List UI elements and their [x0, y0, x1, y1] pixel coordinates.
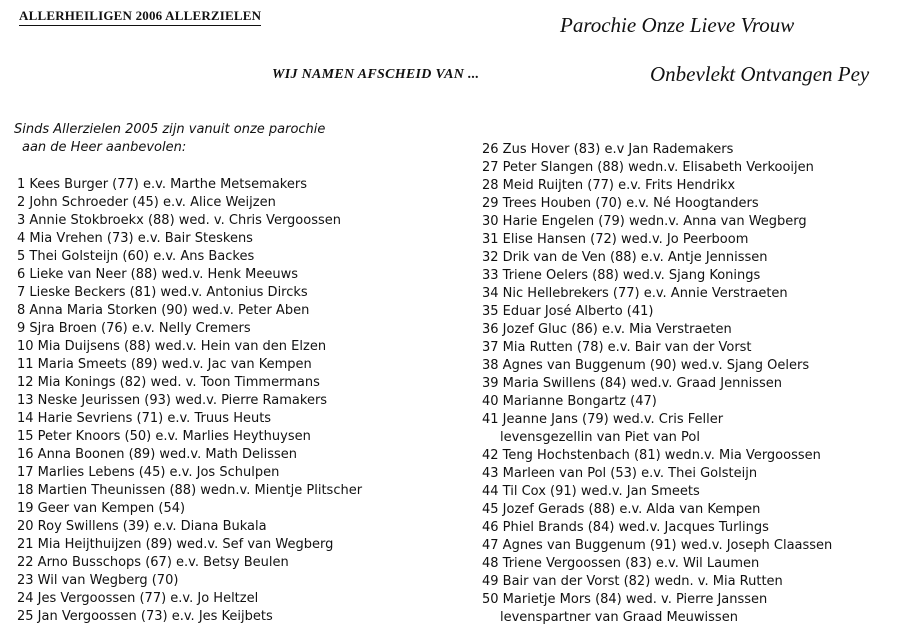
- list-item-text: 41 Jeanne Jans (79) wed.v. Cris Feller: [482, 412, 724, 427]
- list-item: [482, 195, 892, 213]
- list-item: [482, 141, 892, 159]
- list-item: 13 Neske Jeurissen (93) wed.v. Pierre Ramakers: [17, 393, 328, 408]
- list-item: [482, 303, 892, 321]
- list-item-text: 33 Triene Oelers (88) wed.v. Sjang Konings: [482, 268, 761, 283]
- list-item: [482, 267, 892, 285]
- list-item: 8 Anna Maria Storken (90) wed.v. Peter Aben: [17, 303, 310, 318]
- list-item-text: 42 Teng Hochstenbach (81) wedn.v. Mia Vergoossen: [482, 448, 821, 463]
- list-item-text: 35 Eduar José Alberto (41): [482, 304, 654, 319]
- list-item: 14 Harie Sevriens (71) e.v. Truus Heuts: [17, 411, 272, 426]
- list-item-text: 48 Triene Vergoossen (83) e.v. Wil Laumen: [482, 556, 760, 571]
- list-item: 25 Jan Vergoossen (73) e.v. Jes Keijbets: [17, 609, 273, 624]
- list-item: [482, 231, 892, 249]
- list-item: [482, 249, 892, 267]
- list-item-text: 39 Maria Swillens (84) wed.v. Graad Jennissen: [482, 376, 782, 391]
- list-item: 9 Sjra Broen (76) e.v. Nelly Cremers: [17, 321, 251, 336]
- list-item: [482, 285, 892, 303]
- list-item: 24 Jes Vergoossen (77) e.v. Jo Heltzel: [17, 591, 259, 606]
- list-item: 17 Marlies Lebens (45) e.v. Jos Schulpen: [17, 465, 280, 480]
- list-item: 10 Mia Duijsens (88) wed.v. Hein van den Elzen: [17, 339, 327, 354]
- list-item-text: 44 Til Cox (91) wed.v. Jan Smeets: [482, 484, 700, 499]
- list-item: [482, 357, 892, 375]
- list-item-text: 49 Bair van der Vorst (82) wedn. v. Mia Rutten: [482, 574, 783, 589]
- document-title: ALLERHEILIGEN 2006 ALLERZIELEN: [19, 8, 261, 26]
- list-item: [482, 519, 892, 537]
- list-item: 7 Lieske Beckers (81) wed.v. Antonius Dircks: [17, 285, 308, 300]
- deceased-list-right: [482, 141, 892, 627]
- list-item: [482, 321, 892, 339]
- list-item: 3 Annie Stokbroekx (88) wed. v. Chris Vergoossen: [17, 213, 341, 228]
- list-item: 1 Kees Burger (77) e.v. Marthe Metsemakers: [17, 177, 307, 192]
- list-item: 23 Wil van Wegberg (70): [17, 573, 179, 588]
- list-item: [482, 213, 892, 231]
- list-item: [482, 537, 892, 555]
- list-item-text: 46 Phiel Brands (84) wed.v. Jacques Turlings: [482, 520, 769, 535]
- intro-line: aan de Heer aanbevolen:: [22, 140, 187, 155]
- list-item-text: 43 Marleen van Pol (53) e.v. Thei Golsteijn: [482, 466, 758, 481]
- list-item-text: 37 Mia Rutten (78) e.v. Bair van der Vorst: [482, 340, 752, 355]
- list-item: [482, 411, 892, 447]
- list-item-continuation: levensgezellin van Piet van Pol: [500, 430, 700, 445]
- list-item-text: 29 Trees Houben (70) e.v. Né Hoogtanders: [482, 196, 759, 211]
- list-item-text: 38 Agnes van Buggenum (90) wed.v. Sjang Oelers: [482, 358, 810, 373]
- list-item: [482, 159, 892, 177]
- list-item: 18 Martien Theunissen (88) wedn.v. Mientje Plitscher: [17, 483, 363, 498]
- list-item-text: 26 Zus Hover (83) e.v Jan Rademakers: [482, 142, 734, 157]
- list-item: 16 Anna Boonen (89) wed.v. Math Delissen: [17, 447, 298, 462]
- list-item: [482, 465, 892, 483]
- parish-subtitle: Onbevlekt Ontvangen Pey: [650, 62, 870, 86]
- list-item: 12 Mia Konings (82) wed. v. Toon Timmermans: [17, 375, 320, 390]
- section-heading: WIJ NAMEN AFSCHEID VAN ...: [272, 67, 480, 82]
- list-item: 22 Arno Busschops (67) e.v. Betsy Beulen: [17, 555, 289, 570]
- deceased-list-left: [17, 176, 447, 626]
- list-item: [482, 555, 892, 573]
- list-item-text: 45 Jozef Gerads (88) e.v. Alda van Kempen: [482, 502, 761, 517]
- list-item-continuation: levenspartner van Graad Meuwissen: [500, 610, 738, 625]
- list-item-text: 34 Nic Hellebrekers (77) e.v. Annie Verstraeten: [482, 286, 788, 301]
- parish-name: Parochie Onze Lieve Vrouw: [560, 13, 795, 37]
- list-item-text: 30 Harie Engelen (79) wedn.v. Anna van Wegberg: [482, 214, 807, 229]
- intro-text: [14, 121, 394, 157]
- list-item: 15 Peter Knoors (50) e.v. Marlies Heythuysen: [17, 429, 311, 444]
- intro-line: Sinds Allerzielen 2005 zijn vanuit onze parochie: [14, 122, 326, 137]
- list-item: [482, 591, 892, 627]
- list-item: [482, 447, 892, 465]
- list-item-text: 50 Marietje Mors (84) wed. v. Pierre Janssen: [482, 592, 768, 607]
- list-item-text: 47 Agnes van Buggenum (91) wed.v. Joseph Claassen: [482, 538, 833, 553]
- list-item-text: 28 Meid Ruijten (77) e.v. Frits Hendrikx: [482, 178, 736, 193]
- list-item: [482, 573, 892, 591]
- list-item-text: 36 Jozef Gluc (86) e.v. Mia Verstraeten: [482, 322, 732, 337]
- list-item: [482, 375, 892, 393]
- list-item: [482, 501, 892, 519]
- list-item: 11 Maria Smeets (89) wed.v. Jac van Kempen: [17, 357, 312, 372]
- list-item: 19 Geer van Kempen (54): [17, 501, 186, 516]
- list-item-text: 32 Drik van de Ven (88) e.v. Antje Jennissen: [482, 250, 768, 265]
- list-item: 2 John Schroeder (45) e.v. Alice Weijzen: [17, 195, 276, 210]
- list-item: [482, 177, 892, 195]
- list-item-text: 40 Marianne Bongartz (47): [482, 394, 657, 409]
- list-item: [482, 339, 892, 357]
- list-item-text: 27 Peter Slangen (88) wedn.v. Elisabeth Verkooijen: [482, 160, 814, 175]
- list-item-text: 31 Elise Hansen (72) wed.v. Jo Peerboom: [482, 232, 749, 247]
- list-item: 21 Mia Heijthuijzen (89) wed.v. Sef van Wegberg: [17, 537, 334, 552]
- list-item: [482, 483, 892, 501]
- list-item: 20 Roy Swillens (39) e.v. Diana Bukala: [17, 519, 267, 534]
- list-item: [482, 393, 892, 411]
- list-item: 5 Thei Golsteijn (60) e.v. Ans Backes: [17, 249, 255, 264]
- list-item: 4 Mia Vrehen (73) e.v. Bair Steskens: [17, 231, 253, 246]
- list-item: 6 Lieke van Neer (88) wed.v. Henk Meeuws: [17, 267, 298, 282]
